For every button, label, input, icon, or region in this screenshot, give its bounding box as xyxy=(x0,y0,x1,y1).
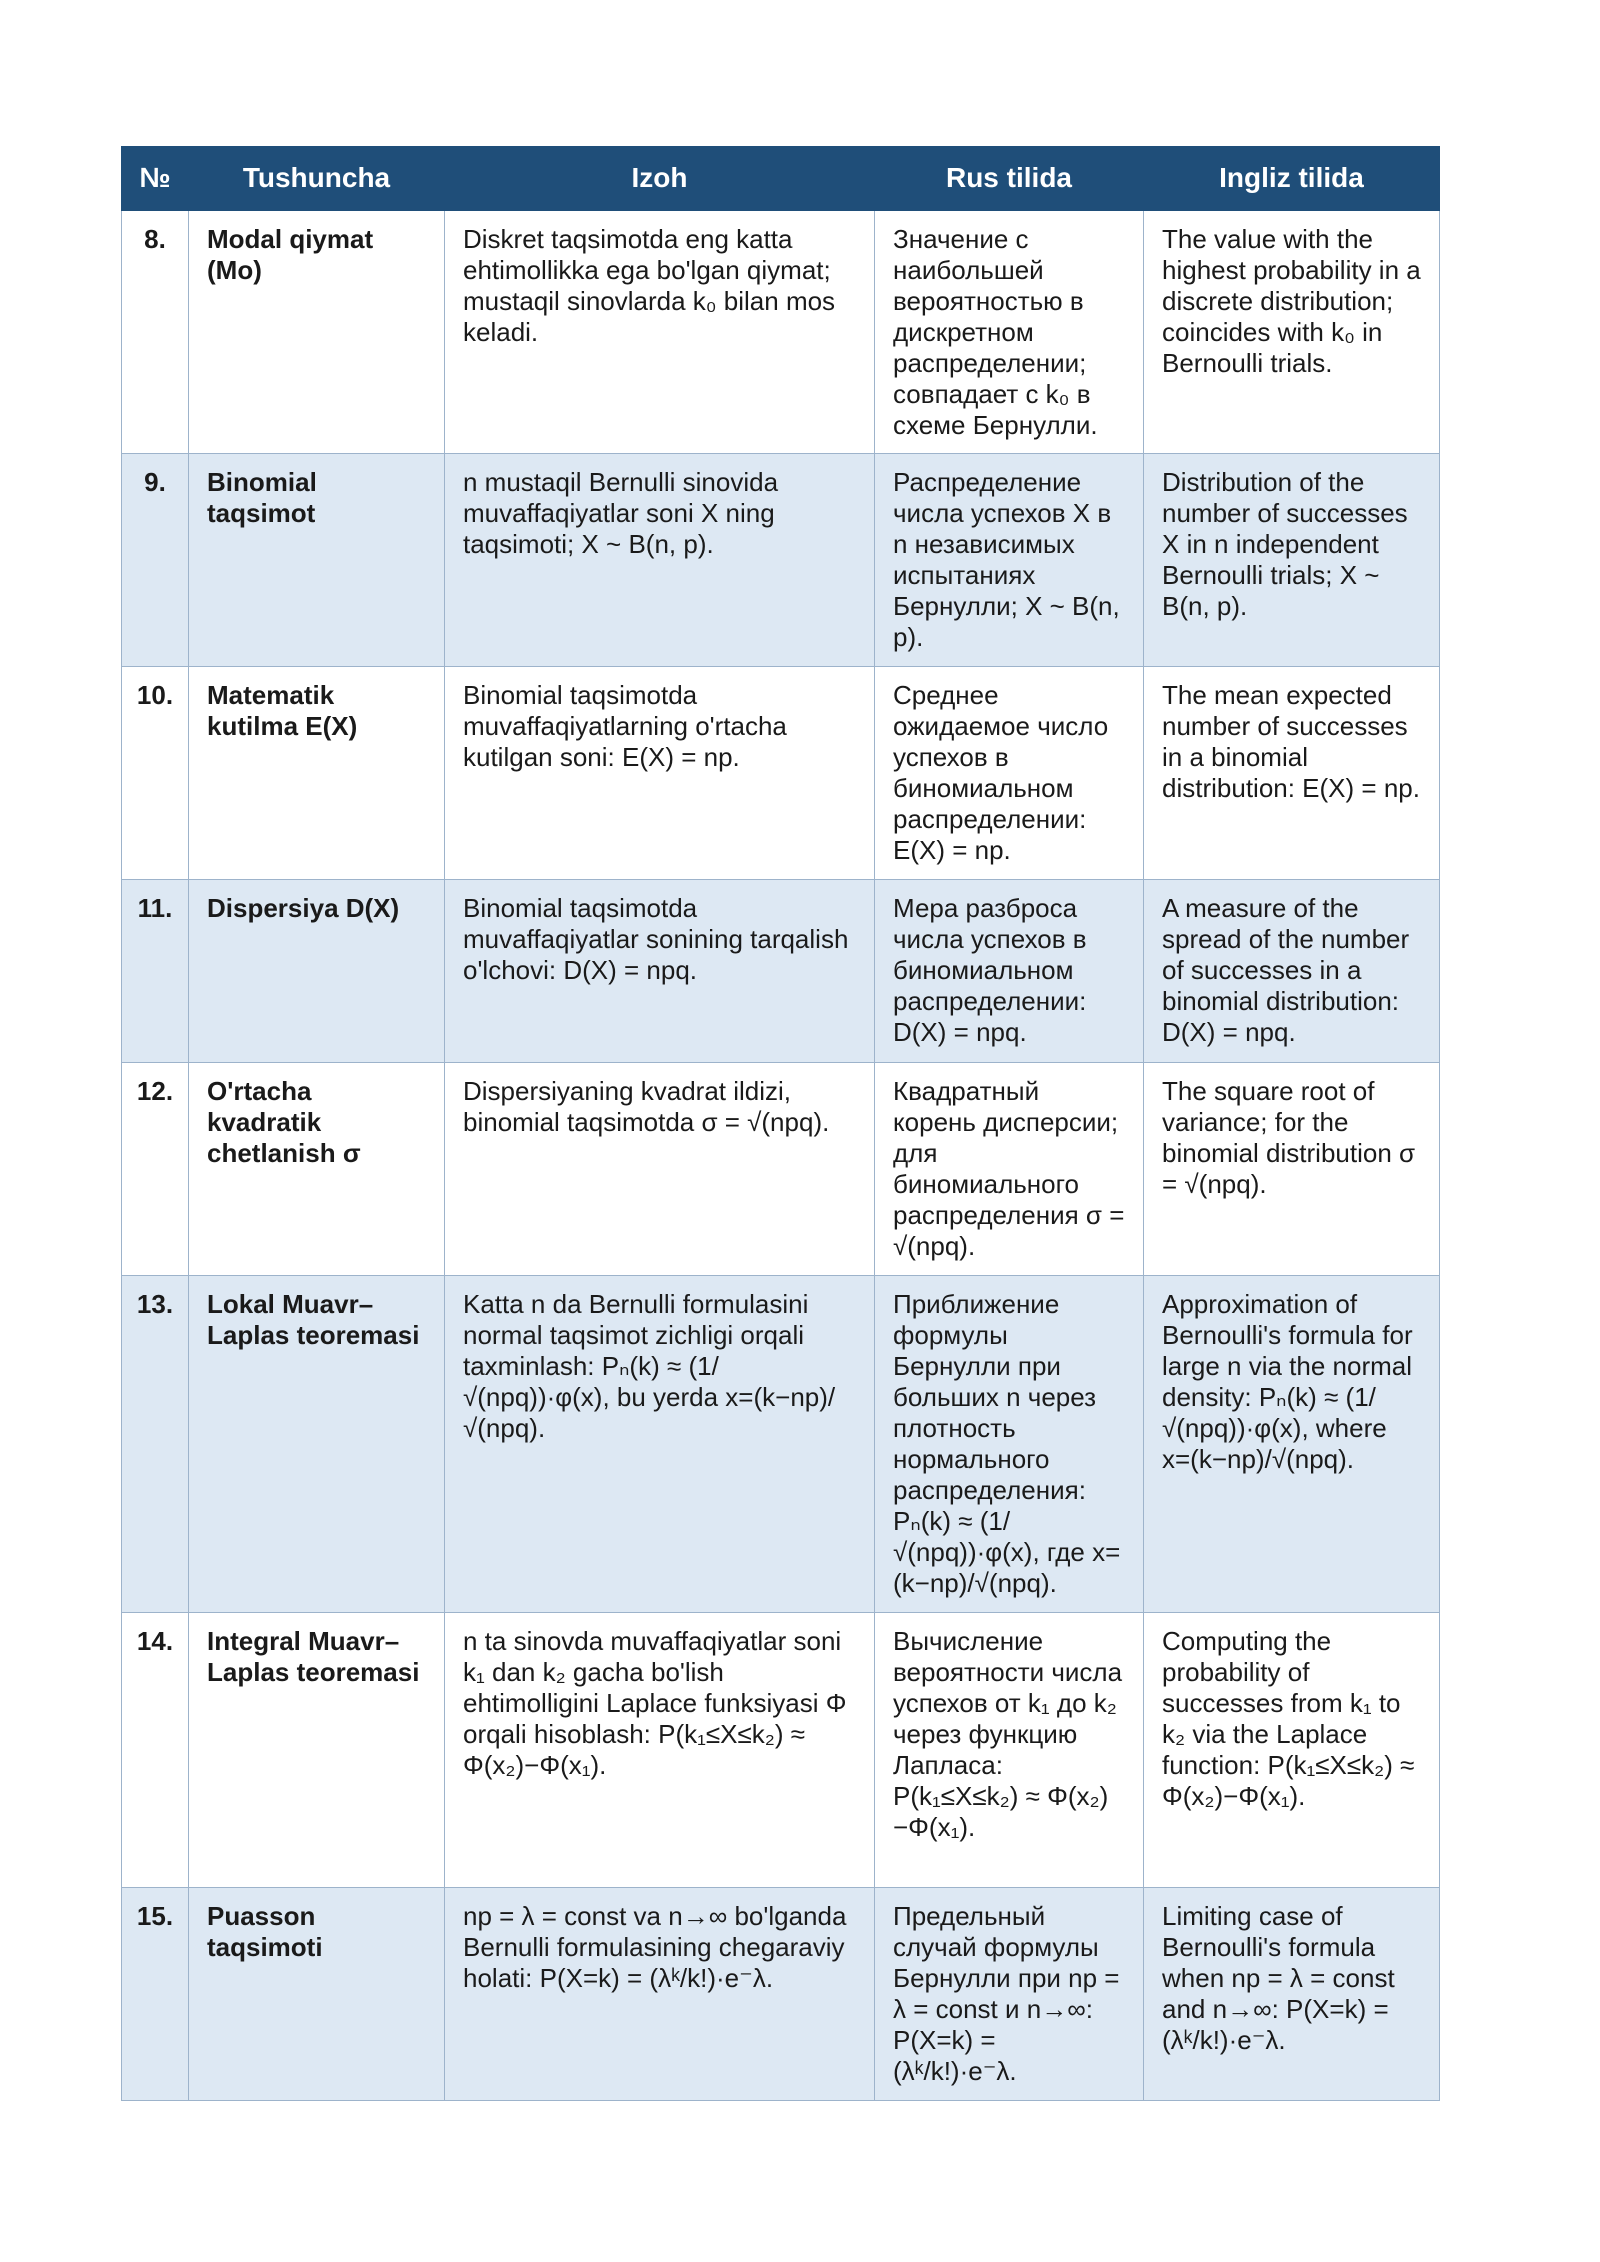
header-term: Tushuncha xyxy=(189,147,445,210)
table-row xyxy=(122,1612,1440,1887)
row-russian: Мера разброса числа успехов в биномиальном распределении: D(X) = npq. xyxy=(875,879,1144,1062)
row-number: 15. xyxy=(122,1887,189,2100)
row-english: The square root of variance; for the binomial distribution σ = √(npq). xyxy=(1144,1062,1440,1275)
row-number: 12. xyxy=(122,1062,189,1275)
row-term: Matematik kutilma E(X) xyxy=(189,666,445,879)
row-term: Integral Muavr–Laplas teoremasi xyxy=(189,1612,445,1887)
row-explanation: Dispersiyaning kvadrat ildizi, binomial taqsimotda σ = √(npq). xyxy=(445,1062,875,1275)
row-number: 11. xyxy=(122,879,189,1062)
row-explanation: Binomial taqsimotda muvaffaqiyatlar sonining tarqalish o'lchovi: D(X) = npq. xyxy=(445,879,875,1062)
header-row xyxy=(122,147,1440,210)
row-explanation: np = λ = const va n→∞ bo'lganda Bernulli formulasining chegaraviy holati: P(X=k) = (λᵏ/k!)·e⁻λ. xyxy=(445,1887,875,2100)
row-explanation: Katta n da Bernulli formulasini normal taqsimot zichligi orqali taxminlash: Pₙ(k) ≈ (1/√(npq))·φ(x), bu yerda x=(k−np)/√(npq). xyxy=(445,1275,875,1612)
row-russian: Квадратный корень дисперсии; для биномиального распределения σ = √(npq). xyxy=(875,1062,1144,1275)
row-english: Distribution of the number of successes X in n independent Bernoulli trials; X ~ B(n, p). xyxy=(1144,453,1440,666)
row-russian: Значение с наибольшей вероятностью в дискретном распределении; совпадает с k₀ в схеме Бернулли. xyxy=(875,209,1144,453)
row-term: Lokal Muavr–Laplas teoremasi xyxy=(189,1275,445,1612)
row-english: Computing the probability of successes from k₁ to k₂ via the Laplace function: P(k₁≤X≤k₂) ≈ Φ(x₂)−Φ(x₁). xyxy=(1144,1612,1440,1887)
row-russian: Приближение формулы Бернулли при больших n через плотность нормального распределения: Pₙ(k) ≈ (1/√(npq))·φ(x), где x=(k−np)/√(npq). xyxy=(875,1275,1144,1612)
row-explanation: n ta sinovda muvaffaqiyatlar soni k₁ dan k₂ gacha bo'lish ehtimolligini Laplace funksiyasi Φ orqali hisoblash: P(k₁≤X≤k₂) ≈ Φ(x₂)−Φ(x₁). xyxy=(445,1612,875,1887)
row-number: 10. xyxy=(122,666,189,879)
row-term: Dispersiya D(X) xyxy=(189,879,445,1062)
glossary-table xyxy=(121,146,1440,2101)
table-row xyxy=(122,209,1440,453)
table-row xyxy=(122,1062,1440,1275)
table-row xyxy=(122,453,1440,666)
row-english: The value with the highest probability in a discrete distribution; coincides with k₀ in Bernoulli trials. xyxy=(1144,209,1440,453)
row-number: 8. xyxy=(122,209,189,453)
row-russian: Вычисление вероятности числа успехов от k₁ до k₂ через функцию Лапласа: P(k₁≤X≤k₂) ≈ Φ(x₂) −Φ(x₁). xyxy=(875,1612,1144,1887)
row-number: 9. xyxy=(122,453,189,666)
row-english: Approximation of Bernoulli's formula for large n via the normal density: Pₙ(k) ≈ (1/√(npq))·φ(x), where x=(k−np)/√(npq). xyxy=(1144,1275,1440,1612)
row-explanation: Diskret taqsimotda eng katta ehtimollikka ega bo'lgan qiymat; mustaqil sinovlarda k₀ bilan mos keladi. xyxy=(445,209,875,453)
row-explanation: n mustaqil Bernulli sinovida muvaffaqiyatlar soni X ning taqsimoti; X ~ B(n, p). xyxy=(445,453,875,666)
header-english: Ingliz tilida xyxy=(1144,147,1440,210)
row-russian: Распределение числа успехов X в n независимых испытаниях Бернулли; X ~ B(n, p). xyxy=(875,453,1144,666)
table-row xyxy=(122,1275,1440,1612)
row-number: 13. xyxy=(122,1275,189,1612)
row-english: The mean expected number of successes in a binomial distribution: E(X) = np. xyxy=(1144,666,1440,879)
row-explanation: Binomial taqsimotda muvaffaqiyatlarning o'rtacha kutilgan soni: E(X) = np. xyxy=(445,666,875,879)
row-term: Modal qiymat (Mo) xyxy=(189,209,445,453)
row-term: Puasson taqsimoti xyxy=(189,1887,445,2100)
row-term: O'rtacha kvadratik chetlanish σ xyxy=(189,1062,445,1275)
row-russian: Предельный случай формулы Бернулли при np = λ = const и n→∞: P(X=k) = (λᵏ/k!)·e⁻λ. xyxy=(875,1887,1144,2100)
header-russian: Rus tilida xyxy=(875,147,1144,210)
row-term: Binomial taqsimot xyxy=(189,453,445,666)
table-row xyxy=(122,879,1440,1062)
header-number: № xyxy=(122,147,189,210)
table-row xyxy=(122,1887,1440,2100)
row-number: 14. xyxy=(122,1612,189,1887)
row-english: Limiting case of Bernoulli's formula when np = λ = const and n→∞: P(X=k) = (λᵏ/k!)·e⁻λ. xyxy=(1144,1887,1440,2100)
row-russian: Среднее ожидаемое число успехов в биномиальном распределении: E(X) = np. xyxy=(875,666,1144,879)
table-row xyxy=(122,666,1440,879)
row-english: A measure of the spread of the number of successes in a binomial distribution: D(X) = npq. xyxy=(1144,879,1440,1062)
header-explanation: Izoh xyxy=(445,147,875,210)
